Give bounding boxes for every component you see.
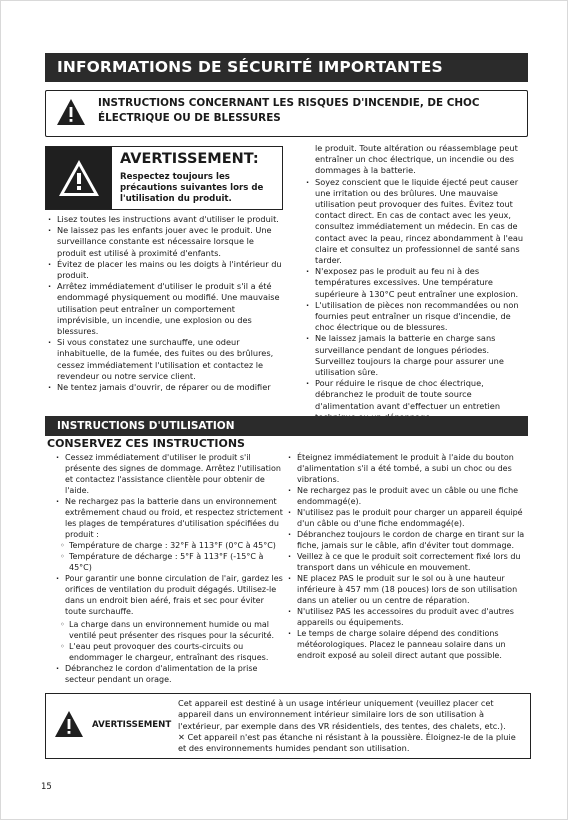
indoor-use-warning-box	[45, 693, 531, 759]
warning-icon-cell	[46, 147, 112, 209]
keep-instructions-heading: CONSERVEZ CES INSTRUCTIONS	[47, 437, 245, 450]
notice-label: AVERTISSEMENT	[92, 720, 172, 730]
list-item: · Lisez toutes les instructions avant d'utiliser le produit.	[47, 214, 285, 225]
warning-box	[45, 146, 283, 210]
list-item: · Pour réduire le risque de choc électrique, débranchez le produit de toute source d'alimentation avant d'effectuer un entretien	[305, 378, 531, 423]
list-item: · Arrêtez immédiatement d'utiliser le produit s'il a été endommagé physiquement ou modifié. Une mauvaise utilisation peut entraîner un comportement imprévisible, un incendie, une explosion ou des blessures.	[47, 281, 285, 337]
list-item: · L'utilisation de pièces non recommandées ou non fournies peut entraîner un risque d'incendie, de choc électrique ou de blessures.	[305, 300, 531, 334]
warning-triangle-icon	[54, 710, 84, 738]
list-item: · Cessez immédiatement d'utiliser le produit s'il présente des signes de dommage. Arrêtez l'utilisation et contactez l'assistance clientèle pour obtenir de l'aide.	[55, 452, 287, 496]
usage-list-left	[55, 452, 287, 685]
list-item: · Débranchez toujours le cordon de charge en tirant sur la fiche, jamais sur le câble, afin d'éviter tout dommage.	[287, 529, 531, 551]
list-item: · Ne tentez jamais d'ouvrir, de réparer ou de modifier	[47, 382, 285, 393]
page-number: 15	[41, 782, 52, 792]
warning-triangle-icon	[57, 157, 101, 199]
list-subitem: ◦ L'eau peut provoquer des courts-circuits ou endommager le chargeur, entraînant des risques.	[55, 641, 287, 663]
list-item: · N'exposez pas le produit au feu ni à des températures excessives. Une température supérieure à 130°C peut entraîner une explosion.	[305, 266, 531, 300]
list-item: · Veillez à ce que le produit soit correctement fixé lors du transport dans un véhicule en mouvement.	[287, 551, 531, 573]
warning-heading: AVERTISSEMENT:	[120, 151, 259, 167]
list-item: · Ne rechargez pas la batterie dans un environnement extrêmement chaud ou froid, et respectez strictement les plages de températures d'utilisation spécifiées du produit :	[55, 496, 287, 540]
list-item: · Ne laissez jamais la batterie en charge sans surveillance pendant de longues périodes. Surveillez toujours la charge pour assurer une utilisation sûre.	[305, 333, 531, 378]
fire-risk-box	[45, 90, 528, 137]
list-item: · Ne rechargez pas le produit avec un câble ou une fiche endommagé(e).	[287, 485, 531, 507]
list-item: · Soyez conscient que le liquide éjecté peut causer une irritation ou des brûlures. Une mauvaise utilisation peut provoquer des fuites. Évitez tout contact direct. En cas de contact avec les yeux, consultez immédiatement un médecin. En cas de contact avec la peau, rincez abondamment à l'eau claire et consultez un professionnel de santé sans tarder.	[305, 177, 531, 267]
list-subitem: ◦ Température de décharge : 5°F à 113°F (-15°C à 45°C)	[55, 551, 287, 573]
warning-subtitle: Respectez toujours les précautions suivantes lors de l'utilisation du produit.	[120, 172, 264, 204]
list-item: · N'utilisez PAS les accessoires du produit avec d'autres appareils ou équipements.	[287, 606, 531, 628]
usage-heading: INSTRUCTIONS D'UTILISATION	[45, 416, 528, 436]
safety-list-right-wrapper	[305, 143, 531, 423]
safety-list-left	[47, 214, 285, 393]
list-item: · N'utilisez pas le produit pour charger un appareil équipé d'un câble ou d'une fiche endommagé(e).	[287, 507, 531, 529]
notice-text-indoor: Cet appareil est destiné à un usage intérieur uniquement (veuillez placer cet appareil dans un environnement intérieur similaire lors de son utilisation à l'extérieur, par exemple dans des VR résidentiels, des tentes, des chalets, etc.).	[178, 698, 506, 731]
list-item: · Ne laissez pas les enfants jouer avec le produit. Une surveillance constante est nécessaire lorsque le produit est utilisé à proximité d'enfants.	[47, 225, 285, 259]
safety-list-right	[305, 177, 531, 423]
list-item: · Débranchez le cordon d'alimentation de la prise secteur pendant un orage.	[55, 663, 287, 685]
usage-list-right	[287, 452, 531, 661]
list-subitem: ◦ La charge dans un environnement humide ou mal ventilé peut présenter des risques pour la sécurité.	[55, 619, 287, 641]
list-item: · NE placez PAS le produit sur le sol ou à une hauteur inférieure à 457 mm (18 pouces) lors de son utilisation dans un atelier ou un centre de réparation.	[287, 573, 531, 606]
list-item: · Si vous constatez une surchauffe, une odeur inhabituelle, de la fumée, des fuites ou des brûlures, cessez immédiatement l'utilisation et contactez le revendeur ou notre service client.	[47, 337, 285, 382]
notice-text	[178, 698, 526, 754]
warning-triangle-icon	[56, 98, 86, 126]
list-item: · Évitez de placer les mains ou les doigts à l'intérieur du produit.	[47, 259, 285, 281]
main-heading: INFORMATIONS DE SÉCURITÉ IMPORTANTES	[45, 53, 528, 82]
list-item: · Le temps de charge solaire dépend des conditions météorologiques. Placez le panneau solaire dans un endroit exposé au soleil direct autant que possible.	[287, 628, 531, 661]
notice-text-waterproof: ✕ Cet appareil n'est pas étanche ni résistant à la poussière. Éloignez-le de la pluie et des environnements humides pendant son utilisation.	[178, 731, 516, 754]
fire-risk-title: INSTRUCTIONS CONCERNANT LES RISQUES D'INCENDIE, DE CHOC ÉLECTRIQUE OU DE BLESSURES	[98, 97, 480, 124]
list-item: · Éteignez immédiatement le produit à l'aide du bouton d'alimentation s'il a été tombé, a subi un choc ou des vibrations.	[287, 452, 531, 485]
list-item: · Pour garantir une bonne circulation de l'air, gardez les orifices de ventilation du produit dégagés. Utilisez-le dans un endroit bien aéré, frais et sec pour éviter toute surchauffe.	[55, 573, 287, 617]
list-item-continuation: le produit. Toute altération ou réassemblage peut entraîner un choc électrique, un incendie ou des dommages à la batterie.	[315, 143, 518, 176]
list-subitem: ◦ Température de charge : 32°F à 113°F (0°C à 45°C)	[55, 540, 287, 551]
